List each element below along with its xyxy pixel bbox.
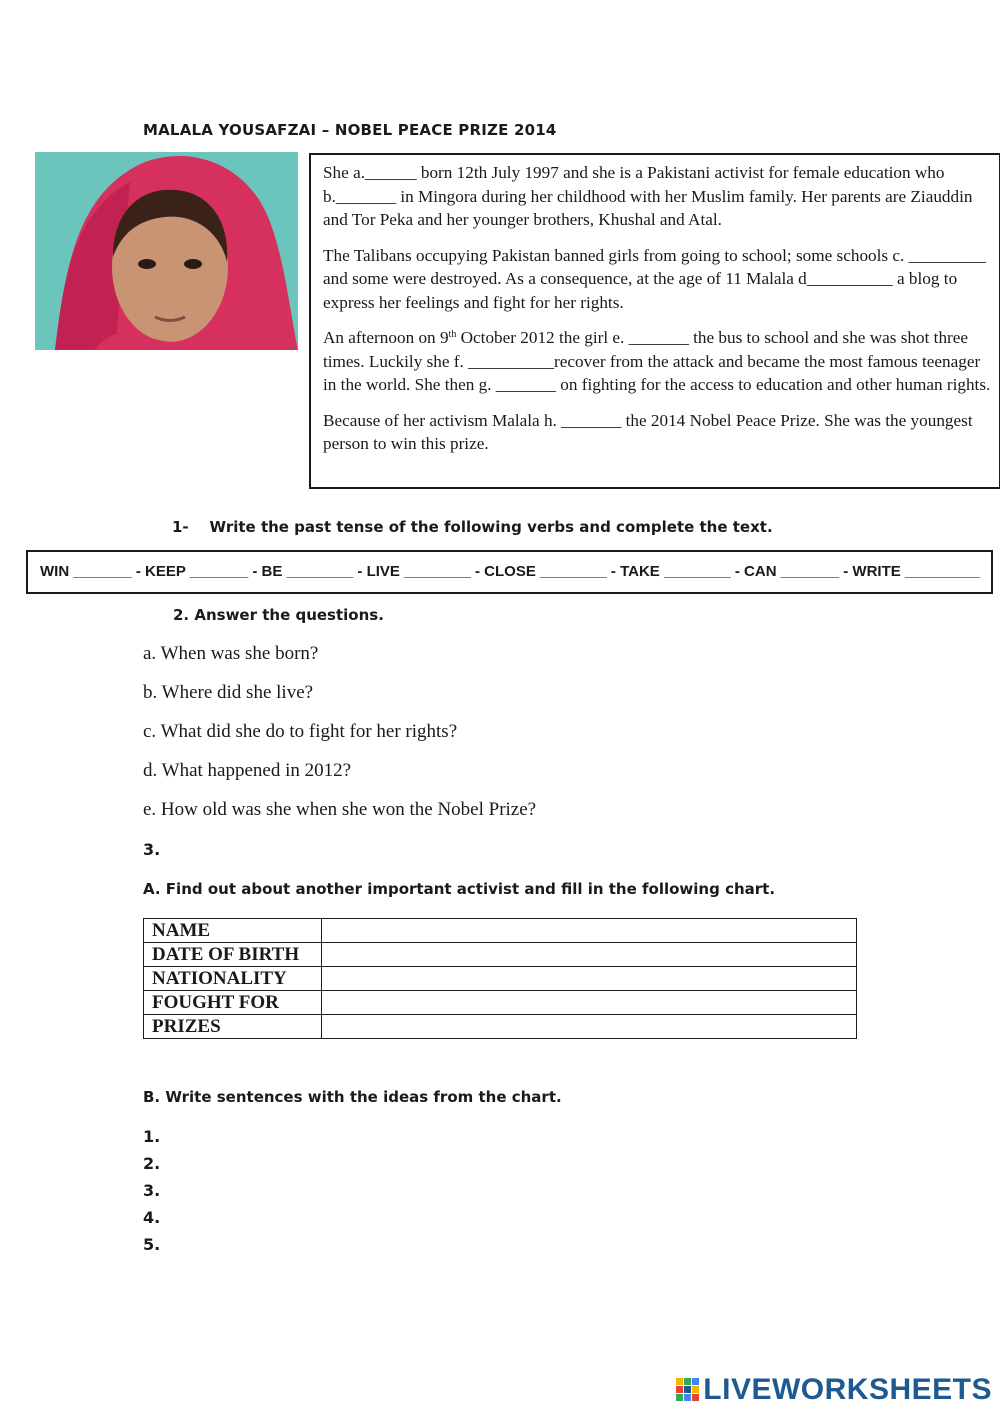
chart-label-prizes: PRIZES: [144, 1015, 322, 1039]
question-item: a. When was she born?: [143, 643, 319, 664]
liveworksheets-logo[interactable]: [675, 1373, 992, 1407]
chart-answer-cell[interactable]: [322, 991, 857, 1015]
sentence-line-number: 2.: [143, 1154, 161, 1173]
sentence-lines: [143, 1126, 160, 1261]
chart-label-name: NAME: [144, 919, 322, 943]
activist-chart: [143, 918, 857, 1039]
table-row: [144, 943, 857, 967]
table-row: [144, 967, 857, 991]
question-item: e. How old was she when she won the Nobel Prize?: [143, 799, 537, 820]
sentence-line-number: 5.: [143, 1235, 161, 1254]
chart-answer-cell[interactable]: [322, 919, 857, 943]
worksheet-title: MALALA YOUSAFZAI – NOBEL PEACE PRIZE 2014: [143, 121, 557, 139]
chart-label-fought-for: FOUGHT FOR: [144, 991, 322, 1015]
reading-paragraph-1: She a.______ born 12th July 1997 and she is a Pakistani activist for female education who b._______ in Mingora during her childhood with her Muslim family. Her parents are Ziauddin and Tor Peka and her younger brothers, Khushal and Atal.: [323, 163, 973, 229]
reading-text-box: [309, 153, 1000, 489]
chart-label-nationality: NATIONALITY: [144, 967, 322, 991]
paragraph-3-start: An afternoon on 9: [323, 328, 449, 347]
paragraph-3-rest: October 2012 the girl e. _______ the bus to school and she was shot three times. Luckily she f. __________recover from the attack and became the most famous teenager in the world. She then g. _______ on fighting for the access to education and other human rights.: [323, 328, 991, 394]
exercise-2-heading: 2. Answer the questions.: [173, 606, 384, 624]
question-list: [143, 641, 536, 836]
sentence-line-number: 1.: [143, 1127, 161, 1146]
reading-paragraph-3: [323, 326, 991, 397]
chart-label-date-of-birth: DATE OF BIRTH: [144, 943, 322, 967]
exercise-3-number: 3.: [143, 840, 161, 859]
exercise-3a-heading: A. Find out about another important activist and fill in the following chart.: [143, 880, 776, 898]
exercise-3b-heading: B. Write sentences with the ideas from the chart.: [143, 1088, 562, 1106]
chart-answer-cell[interactable]: [322, 967, 857, 991]
verb-list-box: WIN _______ - KEEP _______ - BE ________ - LIVE ________ - CLOSE ________ - TAKE ________ - CAN _______ - WRITE _________: [26, 550, 993, 594]
table-row: [144, 1015, 857, 1039]
question-item: d. What happened in 2012?: [143, 760, 352, 781]
table-row: [144, 919, 857, 943]
sentence-line-number: 4.: [143, 1208, 161, 1227]
logo-text: LIVEWORKSHEETS: [703, 1373, 992, 1406]
ordinal-suffix: th: [448, 329, 457, 340]
chart-answer-cell[interactable]: [322, 943, 857, 967]
reading-paragraph-4: Because of her activism Malala h. _______ the 2014 Nobel Peace Prize. She was the youngest person to win this prize.: [323, 410, 973, 453]
liveworksheets-mark-icon: [675, 1376, 701, 1404]
question-item: b. Where did she live?: [143, 682, 314, 703]
sentence-line-number: 3.: [143, 1181, 161, 1200]
chart-answer-cell[interactable]: [322, 1015, 857, 1039]
portrait-photo: [35, 152, 298, 350]
exercise-1-heading: 1- Write the past tense of the following verbs and complete the text.: [172, 518, 773, 536]
question-item: c. What did she do to fight for her rights?: [143, 721, 458, 742]
table-row: [144, 991, 857, 1015]
reading-paragraph-2: The Talibans occupying Pakistan banned girls from going to school; some schools c. _________ and some were destroyed. As a consequence, at the age of 11 Malala d__________ a blog to express her feelings and fight for her rights.: [323, 245, 986, 312]
